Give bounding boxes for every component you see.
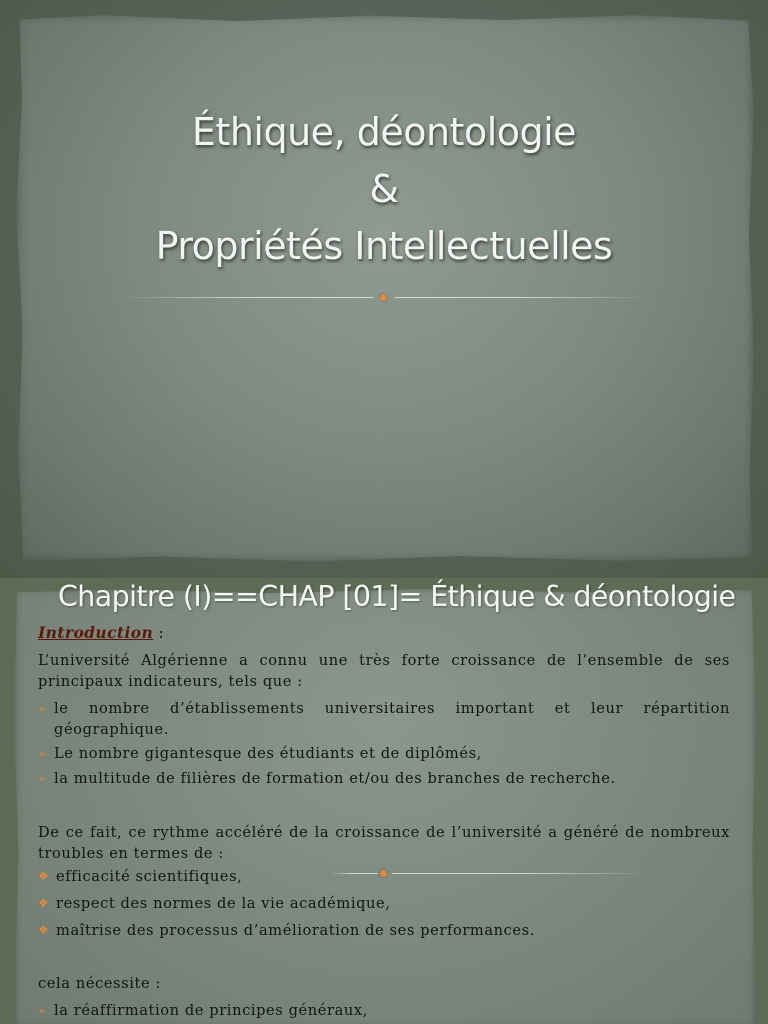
- list-item-text: efficacité scientifiques,: [56, 868, 243, 885]
- diamond-bullet-icon: ❖: [38, 896, 50, 910]
- arrow-bullet-icon: ➢: [38, 1006, 47, 1017]
- divider-dot-icon: [380, 870, 387, 877]
- list-item: [38, 893, 730, 914]
- list-item: [38, 698, 730, 740]
- list-item: [38, 1000, 730, 1022]
- paragraph: De ce fait, ce rythme accéléré de la croissance de l’université a généré de nombreux troubles en termes de :: [38, 824, 730, 862]
- slide-content: [38, 622, 730, 1022]
- title-line: &: [369, 167, 399, 211]
- list-item: [38, 768, 730, 790]
- arrow-bullet-icon: ➢: [38, 704, 47, 715]
- paper-background: [16, 14, 754, 562]
- title-line: Éthique, déontologie: [191, 110, 577, 154]
- divider-dot-icon: [380, 294, 387, 301]
- arrow-bullet-icon: ➢: [38, 749, 47, 760]
- paragraph: cela nécessite :: [38, 975, 161, 992]
- list-item-text: respect des normes de la vie académique,: [56, 895, 391, 912]
- arrow-bullet-icon: ➢: [38, 774, 47, 785]
- intro-heading: [38, 622, 730, 644]
- list-item: [38, 920, 730, 941]
- intro-label: Introduction: [38, 623, 154, 642]
- slide-title: [0, 104, 768, 275]
- intro-colon: :: [153, 624, 165, 642]
- content-divider: [330, 873, 646, 875]
- list-item-text: Le nombre gigantesque des étudiants et de diplômés,: [54, 745, 482, 762]
- list-item-text: la réaffirmation de principes généraux,: [54, 1002, 368, 1019]
- diamond-bullet-icon: ❖: [38, 869, 50, 883]
- diamond-bullet-icon: ❖: [38, 923, 50, 937]
- list-item-text: le nombre d’établissements universitaires important et leur répartition géographique.: [54, 700, 730, 738]
- list-item-text: la multitude de filières de formation et/ou des branches de recherche.: [54, 770, 616, 787]
- list-item-text: maîtrise des processus d’amélioration de ses performances.: [56, 922, 535, 939]
- title-divider: [122, 297, 646, 299]
- paragraph: L’université Algérienne a connu une très forte croissance de l’ensemble de ses principaux indicateurs, tels que :: [38, 652, 730, 690]
- list-item: [38, 743, 730, 765]
- title-line: Propriétés Intellectuelles: [155, 224, 613, 268]
- chapter-title: Chapitre (I)==CHAP [01]= Éthique & déontologie: [58, 580, 736, 613]
